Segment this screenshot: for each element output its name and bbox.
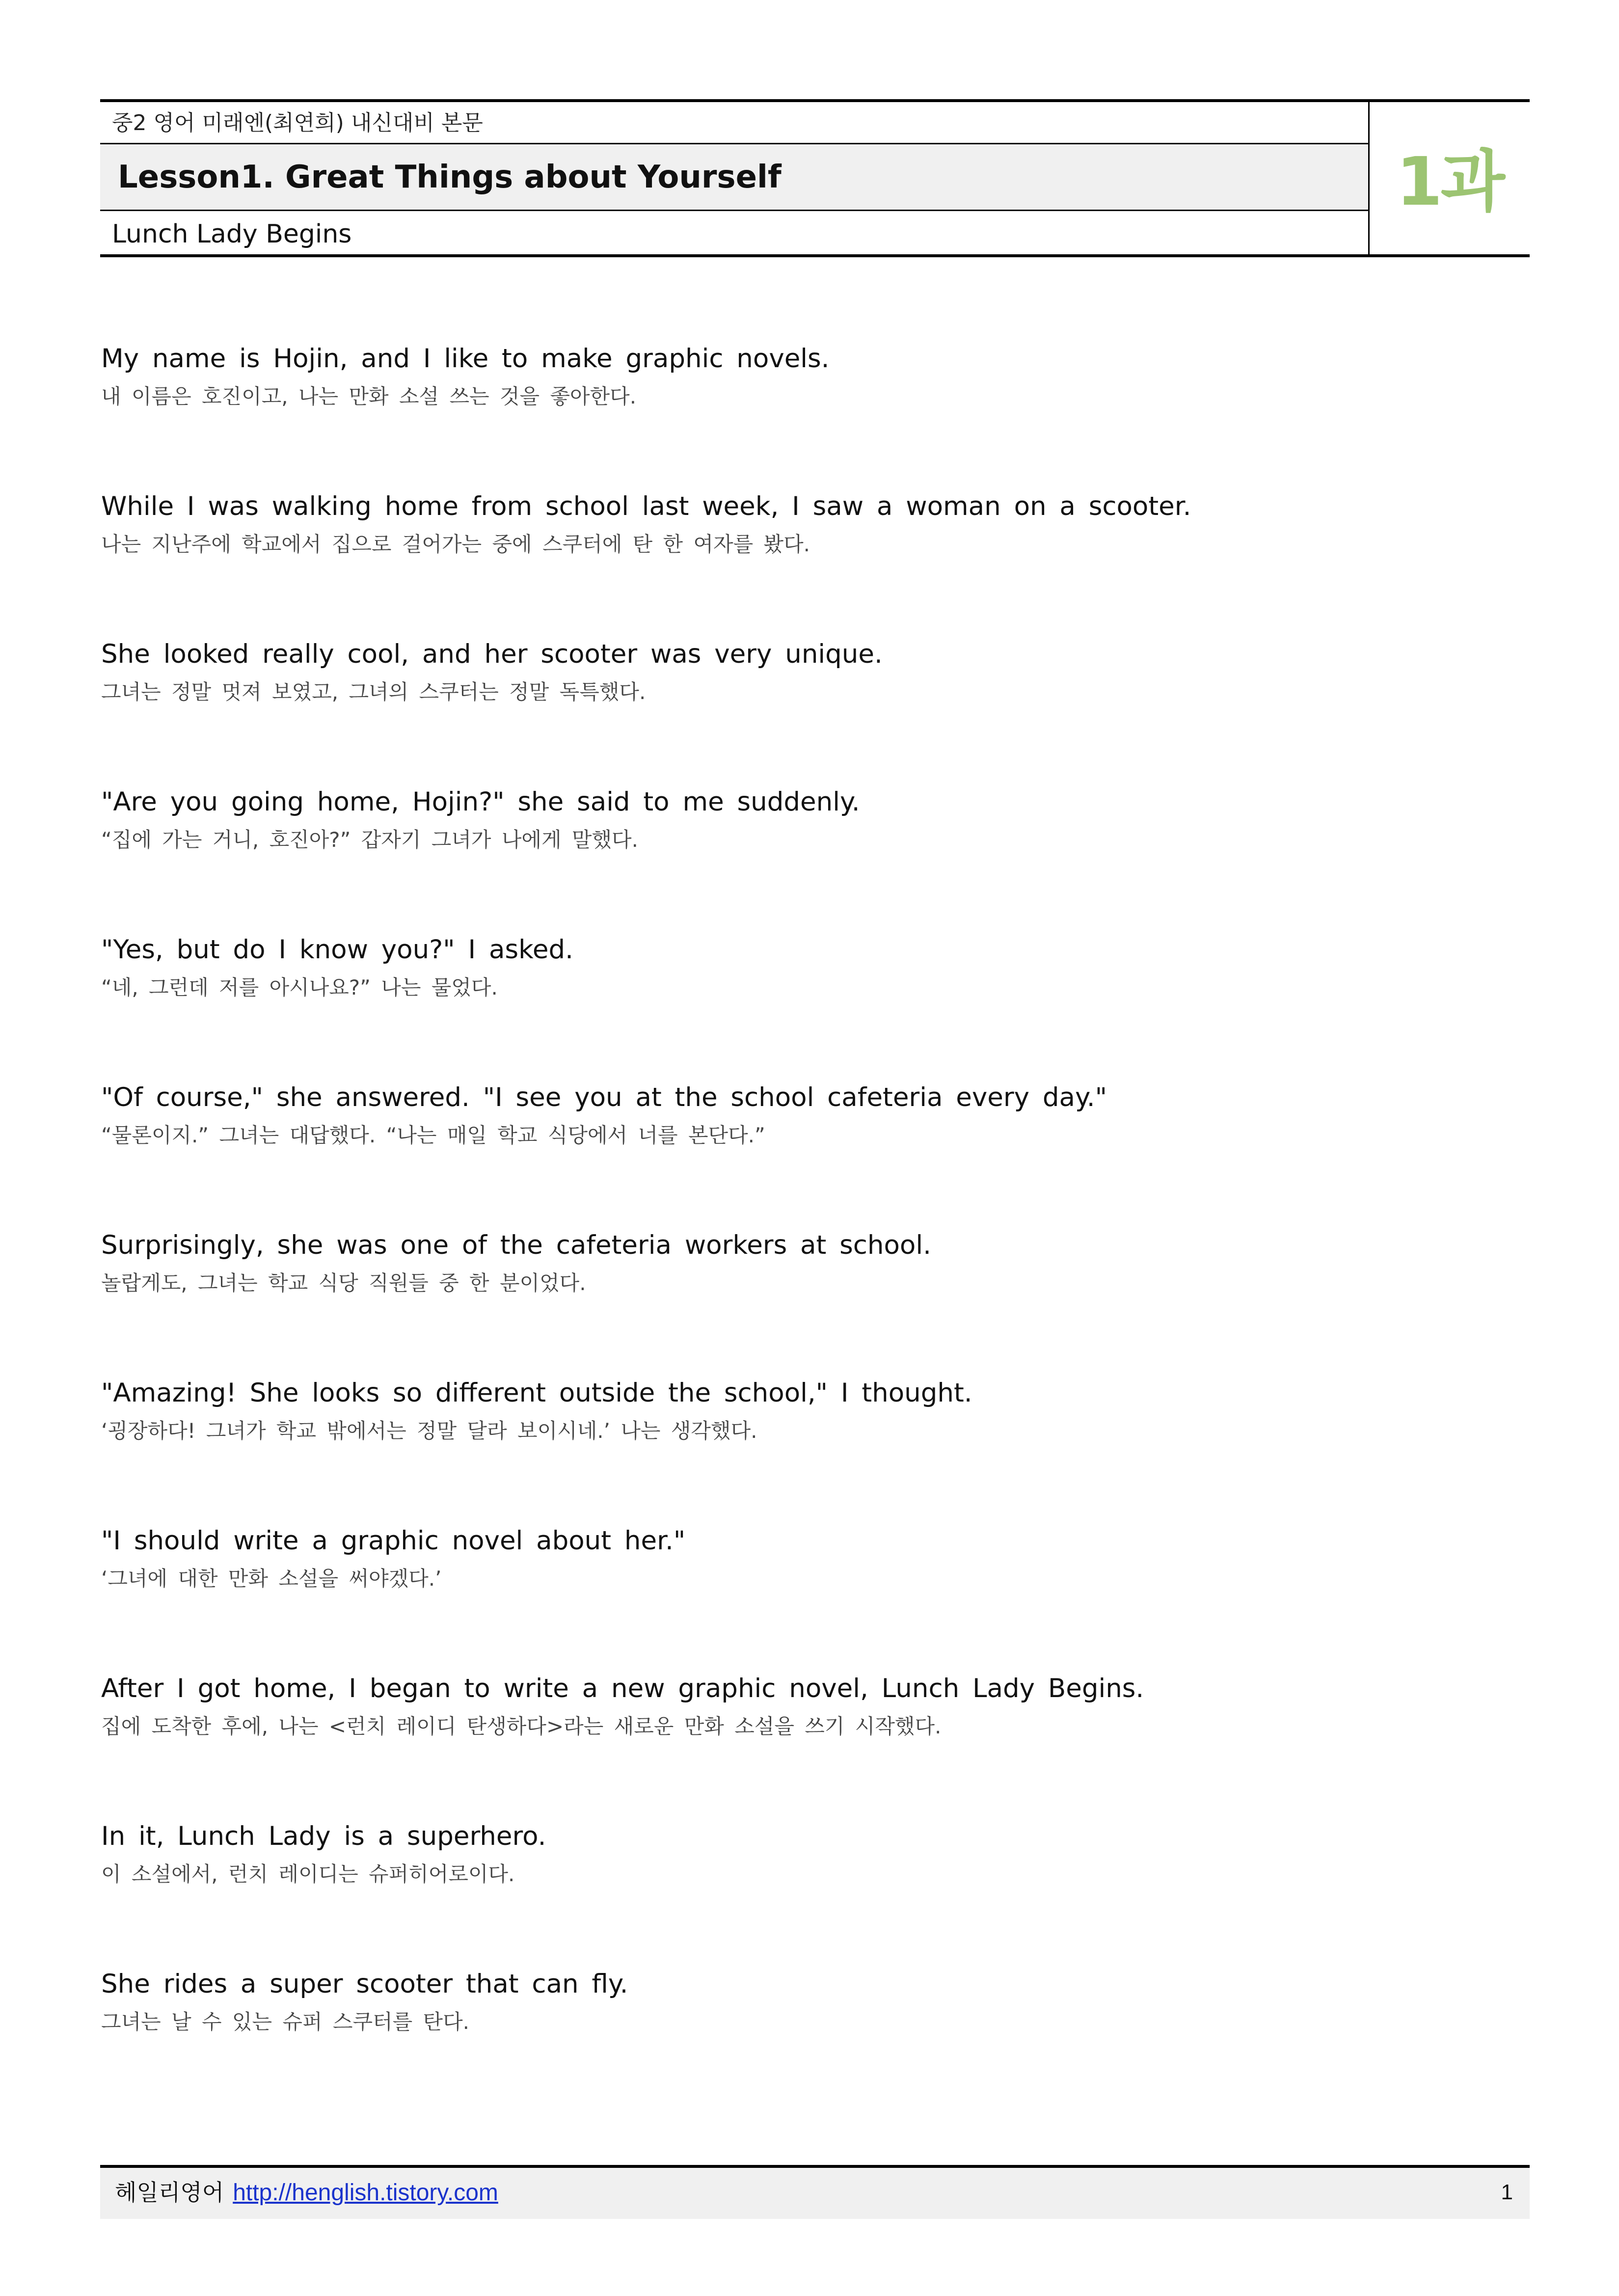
korean-translation: 이 소설에서, 런치 레이디는 슈퍼히어로이다. [101, 1862, 515, 1886]
footer-brand-block [115, 2168, 498, 2217]
sentence-pair [101, 486, 1515, 634]
english-sentence: "Yes, but do I know you?" I asked. [101, 935, 573, 965]
english-sentence: "Are you going home, Hojin?" she said to me suddenly. [101, 787, 860, 817]
lesson-badge: 1과 [1396, 143, 1503, 221]
english-sentence: Surprisingly, she was one of the cafeteria workers at school. [101, 1230, 931, 1260]
brand-name: 헤일리영어 [115, 2179, 224, 2206]
sentence-pair [101, 1225, 1515, 1373]
page-header [100, 99, 1530, 257]
korean-translation: 그녀는 날 수 있는 슈퍼 스쿠터를 탄다. [101, 2010, 470, 2034]
sentence-pair [101, 1078, 1515, 1225]
sentence-pair [101, 930, 1515, 1078]
header-title-block [100, 102, 1370, 254]
korean-translation: 그녀는 정말 멋져 보였고, 그녀의 스쿠터는 정말 독특했다. [101, 680, 646, 704]
lesson-title: Lesson1. Great Things about Yourself [100, 144, 1368, 211]
english-sentence: While I was walking home from school last week, I saw a woman on a scooter. [101, 491, 1191, 521]
korean-translation: ‘굉장하다! 그녀가 학교 밖에서는 정말 달라 보이시네.’ 나는 생각했다. [101, 1419, 757, 1443]
subject-line: 중2 영어 미래엔(최연희) 내신대비 본문 [100, 102, 1368, 144]
sentence-pair [101, 782, 1515, 930]
korean-translation: 놀랍게도, 그녀는 학교 식당 직원들 중 한 분이었다. [101, 1271, 586, 1295]
english-sentence: She rides a super scooter that can fly. [101, 1969, 628, 1999]
sentence-pair [101, 339, 1515, 486]
korean-translation: “물론이지.” 그녀는 대답했다. “나는 매일 학교 식당에서 너를 본단다.” [101, 1123, 765, 1147]
korean-translation: ‘그녀에 대한 만화 소설을 써야겠다.’ [101, 1567, 442, 1591]
english-sentence: "Of course," she answered. "I see you at the school cafeteria every day." [101, 1082, 1107, 1112]
korean-translation: 나는 지난주에 학교에서 집으로 걸어가는 중에 스쿠터에 탄 한 여자를 봤다. [101, 532, 810, 556]
sentence-list [101, 339, 1515, 2112]
english-sentence: "I should write a graphic novel about her." [101, 1526, 686, 1556]
korean-translation: “네, 그런데 저를 아시나요?” 나는 물었다. [101, 975, 498, 999]
sentence-pair [101, 1964, 1515, 2112]
sentence-pair [101, 1521, 1515, 1669]
sentence-pair [101, 1816, 1515, 1964]
story-title: Lunch Lady Begins [112, 219, 352, 249]
korean-translation: “집에 가는 거니, 호진아?” 갑자기 그녀가 나에게 말했다. [101, 828, 638, 852]
page-number: 1 [1501, 2180, 1513, 2204]
english-sentence: My name is Hojin, and I like to make graphic novels. [101, 344, 830, 374]
english-sentence: "Amazing! She looks so different outside the school," I thought. [101, 1378, 972, 1408]
korean-translation: 내 이름은 호진이고, 나는 만화 소설 쓰는 것을 좋아한다. [101, 384, 637, 408]
sentence-pair [101, 634, 1515, 782]
lesson-badge-cell [1370, 102, 1530, 254]
sentence-pair [101, 1373, 1515, 1521]
page-footer [100, 2165, 1530, 2219]
blog-link[interactable]: http://henglish.tistory.com [233, 2180, 498, 2206]
english-sentence: In it, Lunch Lady is a superhero. [101, 1821, 546, 1851]
english-sentence: She looked really cool, and her scooter was very unique. [101, 639, 883, 669]
sentence-pair [101, 1669, 1515, 1816]
korean-translation: 집에 도착한 후에, 나는 <런치 레이디 탄생하다>라는 새로운 만화 소설을 쓰기 시작했다. [101, 1714, 942, 1738]
english-sentence: After I got home, I began to write a new graphic novel, Lunch Lady Begins. [101, 1674, 1144, 1703]
